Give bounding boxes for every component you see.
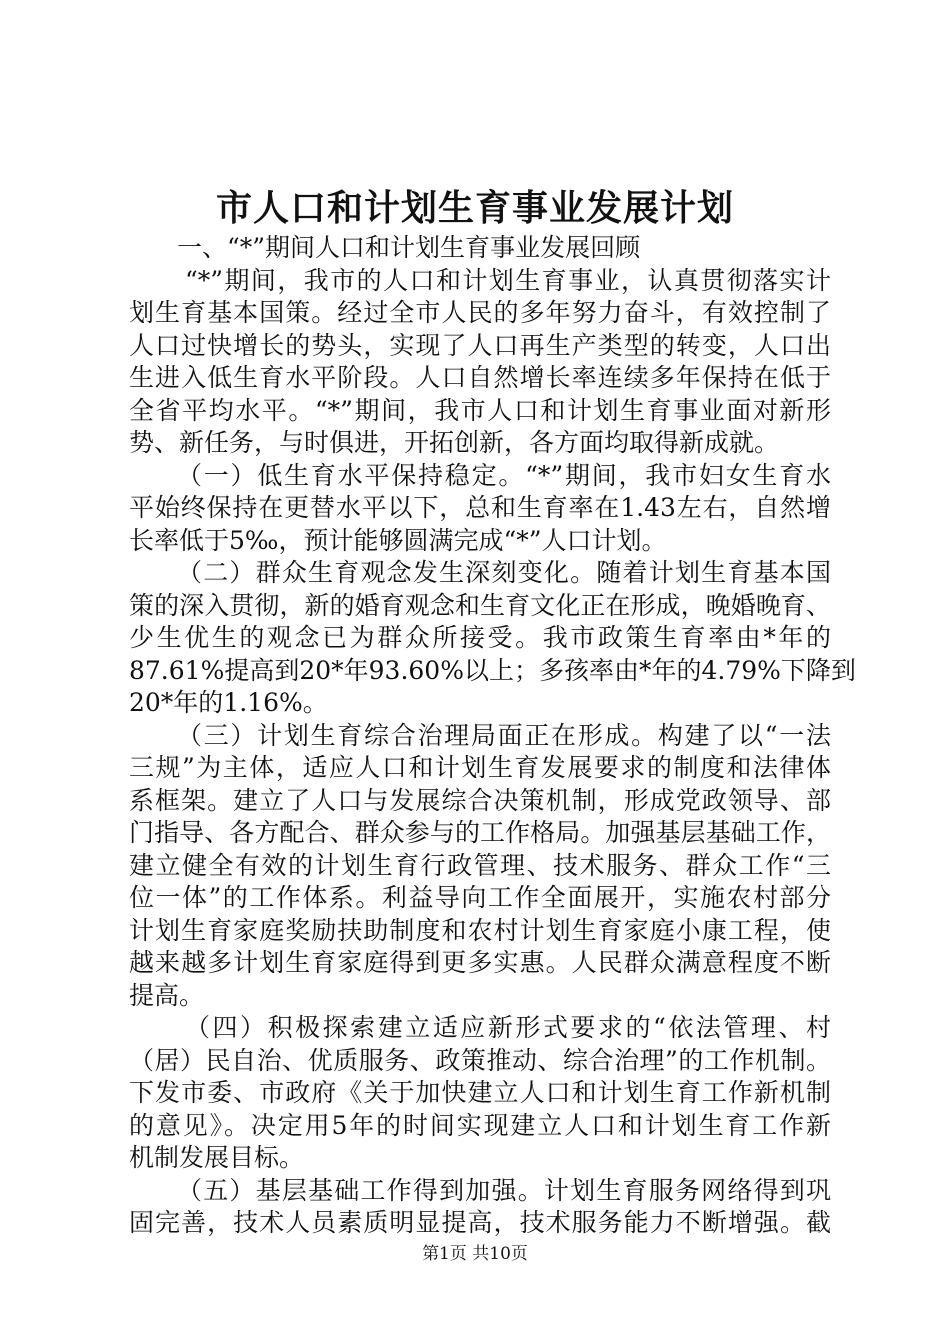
paragraph-line: “*”期间，我市的人口和计划生育事业，认真贯彻落实计 bbox=[185, 265, 831, 295]
document-title: 市人口和计划生育事业发展计划 bbox=[215, 187, 734, 229]
paragraph-line: 平始终保持在更替水平以下，总和生育率在1.43左右，自然增 bbox=[129, 493, 831, 522]
paragraph-line: 策的深入贯彻，新的婚育观念和生育文化正在形成，晚婚晚育、 bbox=[129, 590, 831, 620]
paragraph-line: 长率低于5‰，预计能够圆满完成“*”人口计划。 bbox=[129, 525, 667, 555]
paragraph-line: 机制发展目标。 bbox=[129, 1143, 305, 1172]
document-body bbox=[129, 232, 856, 1240]
paragraph-line: 下发市委、市政府《关于加快建立人口和计划生育工作新机制 bbox=[129, 1078, 831, 1107]
paragraph-line: 全省平均水平。“*”期间，我市人口和计划生育事业面对新形 bbox=[129, 395, 831, 425]
paragraph-line: 建立健全有效的计划生育行政管理、技术服务、群众工作“三 bbox=[129, 850, 831, 880]
paragraph-line: 位一体”的工作体系。利益导向工作全面展开，实施农村部分 bbox=[129, 883, 831, 912]
paragraph-line: （三）计划生育综合治理局面正在形成。构建了以“一法 bbox=[177, 720, 831, 750]
paragraph-line: 三规”为主体，适应人口和计划生育发展要求的制度和法律体 bbox=[129, 753, 831, 782]
paragraph-line: （四）积极探索建立适应新形式要求的“依法管理、村 bbox=[185, 1013, 831, 1042]
page-number-footer: 第1页 共10页 bbox=[422, 1244, 528, 1264]
paragraph-line: 87.61%提高到20*年93.60%以上；多孩率由*年的4.79%下降到 bbox=[129, 655, 856, 685]
paragraph-line: 划生育基本国策。经过全市人民的多年努力奋斗，有效控制了 bbox=[129, 298, 831, 327]
paragraph-line: （五）基层基础工作得到加强。计划生育服务网络得到巩 bbox=[177, 1175, 831, 1205]
paragraph-line: 计划生育家庭奖励扶助制度和农村计划生育家庭小康工程，使 bbox=[129, 915, 831, 945]
paragraph-line: 门指导、各方配合、群众参与的工作格局。加强基层基础工作， bbox=[129, 818, 831, 847]
paragraph-line: 少生优生的观念已为群众所接受。我市政策生育率由*年的 bbox=[129, 623, 831, 652]
paragraph-line: 20*年的1.16%。 bbox=[129, 688, 328, 717]
paragraph-line: 提高。 bbox=[129, 980, 205, 1010]
paragraph-line: （居）民自治、优质服务、政策推动、综合治理”的工作机制。 bbox=[129, 1045, 831, 1075]
paragraph-line: （一）低生育水平保持稳定。“*”期间，我市妇女生育水 bbox=[177, 460, 831, 490]
paragraph-line: （二）群众生育观念发生深刻变化。随着计划生育基本国 bbox=[177, 558, 831, 587]
paragraph-line: 系框架。建立了人口与发展综合决策机制，形成党政领导、部 bbox=[129, 785, 831, 815]
paragraph-line: 的意见》。决定用5年的时间实现建立人口和计划生育工作新 bbox=[129, 1110, 831, 1140]
paragraph-line: 固完善，技术人员素质明显提高，技术服务能力不断增强。截 bbox=[129, 1208, 831, 1237]
paragraph-line: 人口过快增长的势头，实现了人口再生产类型的转变，人口出 bbox=[129, 330, 831, 360]
paragraph-line: 越来越多计划生育家庭得到更多实惠。人民群众满意程度不断 bbox=[129, 948, 831, 977]
section-heading: 一、“*”期间人口和计划生育事业发展回顾 bbox=[177, 233, 641, 262]
paragraph-line: 生进入低生育水平阶段。人口自然增长率连续多年保持在低于 bbox=[129, 363, 831, 392]
paragraph-line: 势、新任务，与时俱进，开拓创新，各方面均取得新成就。 bbox=[129, 428, 780, 457]
